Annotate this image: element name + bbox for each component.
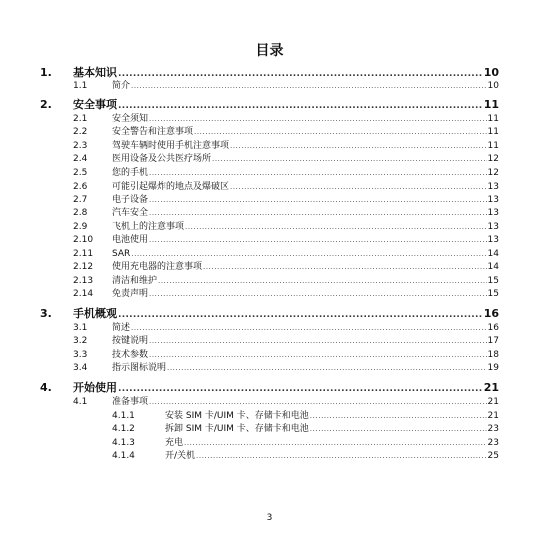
toc-entry-title: 手机概观	[73, 307, 117, 320]
toc-entry-page: 19	[487, 363, 499, 373]
toc-entry-title: 开/关机	[165, 451, 196, 461]
toc-entry[interactable]	[73, 223, 499, 232]
toc-entry-page: 13	[487, 182, 499, 192]
toc-entry-page: 15	[487, 276, 499, 286]
dot-leader	[212, 156, 487, 163]
dot-leader	[149, 210, 487, 217]
toc-entry-number: 4.1.3	[112, 438, 135, 448]
toc-entry-number: 4.1.1	[112, 411, 135, 421]
toc-entry[interactable]	[73, 250, 499, 259]
toc-entry[interactable]	[73, 169, 499, 178]
toc-entry-page: 16	[487, 323, 499, 333]
toc-entry-number: 1.	[40, 66, 52, 79]
toc-entry-page: 12	[487, 154, 499, 164]
toc-entry-title: 安全须知	[112, 114, 149, 124]
toc-entry-title: 汽车安全	[112, 208, 149, 218]
toc-entry-page: 11	[487, 141, 499, 151]
toc-entry-number: 3.	[40, 307, 52, 320]
dot-leader	[310, 426, 487, 433]
dot-leader	[149, 197, 487, 204]
toc-entry-title: 简述	[112, 323, 131, 333]
toc-entry[interactable]	[40, 67, 499, 79]
dot-leader	[196, 453, 487, 460]
toc-entry-number: 2.9	[73, 222, 88, 232]
toc-entry[interactable]	[73, 324, 499, 333]
toc-entry-page: 13	[487, 195, 499, 205]
toc-entry-number: 3.2	[73, 336, 88, 346]
toc-entry[interactable]	[73, 398, 499, 407]
toc-entry[interactable]	[40, 382, 499, 394]
toc-entry-number: 2.8	[73, 208, 88, 218]
toc-entry-title: 清洁和维护	[112, 276, 158, 286]
toc-entry-number: 2.11	[73, 249, 94, 259]
dot-leader	[310, 413, 487, 420]
dot-leader	[131, 83, 487, 90]
toc-entry[interactable]	[73, 183, 499, 192]
toc-entry-number: 2.6	[73, 182, 88, 192]
toc-entry[interactable]	[73, 337, 499, 346]
toc-entry-page: 14	[487, 262, 499, 272]
toc-entry-number: 2.4	[73, 154, 88, 164]
toc-entry-number: 2.5	[73, 168, 88, 178]
dot-leader	[194, 129, 487, 136]
toc-entry-number: 2.1	[73, 114, 88, 124]
toc-entry-page: 21	[487, 397, 499, 407]
toc-entry-title: 基本知识	[73, 66, 117, 79]
toc-entry-number: 2.14	[73, 289, 94, 299]
toc-entry-page: 10	[483, 66, 499, 79]
toc-entry-title: 安全事项	[73, 98, 117, 111]
toc-entry-number: 3.3	[73, 350, 88, 360]
toc-entry-title: 使用充电器的注意事项	[112, 262, 203, 272]
toc-entry-title: SAR	[112, 249, 131, 259]
toc-entry[interactable]	[73, 209, 499, 218]
toc-entry-number: 1.1	[73, 81, 88, 91]
toc-entry-page: 14	[487, 249, 499, 259]
toc-entry-title: 指示图标说明	[112, 363, 167, 373]
toc-entry-page: 16	[483, 307, 499, 320]
dot-leader	[131, 251, 486, 258]
toc-entry-page: 23	[487, 424, 499, 434]
toc-entry-page: 11	[487, 114, 499, 124]
toc-entry[interactable]	[73, 277, 499, 286]
page-number: 3	[266, 513, 273, 523]
toc-entry[interactable]	[112, 412, 499, 421]
toc-entry-title: 按键说明	[112, 336, 149, 346]
toc-entry-title: 简介	[112, 81, 131, 91]
toc-entry-page: 13	[487, 208, 499, 218]
toc-entry[interactable]	[73, 82, 499, 91]
dot-leader	[118, 70, 483, 79]
dot-leader	[158, 278, 487, 285]
toc-entry[interactable]	[73, 128, 499, 137]
dot-leader	[149, 237, 487, 244]
dot-leader	[149, 116, 487, 123]
toc-entry-title: 可能引起爆炸的地点及爆破区	[112, 182, 230, 192]
toc-entry-title: 飞机上的注意事项	[112, 222, 185, 232]
dot-leader	[149, 291, 487, 298]
toc-entry-title: 安装 SIM 卡/UIM 卡、存储卡和电池	[165, 411, 309, 421]
toc-entry-title: 充电	[165, 438, 184, 448]
dot-leader	[184, 440, 487, 447]
toc-entry-number: 2.7	[73, 195, 88, 205]
toc-entry-number: 4.1.2	[112, 424, 135, 434]
toc-entry-page: 17	[487, 336, 499, 346]
toc-entry-number: 4.	[40, 381, 52, 394]
toc-entry-title: 驾驶车辆时使用手机注意事项	[112, 141, 230, 151]
toc-entry[interactable]	[73, 263, 499, 272]
toc-entry-title: 拆卸 SIM 卡/UIM 卡、存储卡和电池	[165, 424, 309, 434]
dot-leader	[230, 143, 487, 150]
toc-entry[interactable]	[73, 115, 499, 124]
toc-entry-number: 4.1	[73, 397, 88, 407]
toc-entry-number: 2.10	[73, 235, 94, 245]
dot-leader	[230, 184, 487, 191]
toc-entry-number: 2.3	[73, 141, 88, 151]
toc-entry-title: 开始使用	[73, 381, 117, 394]
toc-entry-number: 2.2	[73, 127, 88, 137]
toc-entry[interactable]	[73, 351, 499, 360]
toc-entry-page: 18	[487, 350, 499, 360]
dot-leader	[118, 311, 483, 320]
toc-entry-page: 25	[487, 451, 499, 461]
toc-entry-number: 4.1.4	[112, 451, 135, 461]
toc-entry[interactable]	[112, 439, 499, 448]
dot-leader	[149, 170, 487, 177]
toc-entry-number: 2.13	[73, 276, 94, 286]
toc-entry-number: 2.12	[73, 262, 94, 272]
toc-entry[interactable]	[73, 364, 499, 373]
dot-leader	[149, 399, 487, 406]
toc-entry-number: 3.4	[73, 363, 88, 373]
toc-entry-page: 11	[487, 127, 499, 137]
toc-entry[interactable]	[112, 452, 499, 461]
toc-entry-title: 电子设备	[112, 195, 149, 205]
toc-entry-page: 15	[487, 289, 499, 299]
toc-entry-title: 电池使用	[112, 235, 149, 245]
dot-leader	[167, 365, 487, 372]
toc-entry-page: 13	[487, 222, 499, 232]
toc-entry[interactable]	[73, 142, 499, 151]
toc-entry[interactable]	[73, 196, 499, 205]
toc-entry[interactable]	[112, 425, 499, 434]
toc-entry-page: 12	[487, 168, 499, 178]
dot-leader	[185, 224, 487, 231]
dot-leader	[149, 352, 487, 359]
page-title: 目录	[255, 43, 284, 59]
toc-entry-title: 技术参数	[112, 350, 149, 360]
toc-entry[interactable]	[40, 99, 499, 111]
toc-entry-title: 免责声明	[112, 289, 149, 299]
toc-entry-number: 3.1	[73, 323, 88, 333]
toc-entry-title: 您的手机	[112, 168, 149, 178]
toc-entry[interactable]	[73, 155, 499, 164]
toc-entry-title: 安全警告和注意事项	[112, 127, 194, 137]
dot-leader	[203, 264, 487, 271]
dot-leader	[131, 325, 487, 332]
toc-entry-page: 23	[487, 438, 499, 448]
toc-entry-title: 医用设备及公共医疗场所	[112, 154, 212, 164]
toc-entry-page: 21	[487, 411, 499, 421]
toc-entry-number: 2.	[40, 98, 52, 111]
dot-leader	[118, 385, 483, 394]
toc-entry-title: 准备事项	[112, 397, 149, 407]
toc-entry[interactable]	[73, 236, 499, 245]
toc-entry-page: 13	[487, 235, 499, 245]
toc-entry[interactable]	[40, 308, 499, 320]
toc-entry-page: 10	[487, 81, 499, 91]
dot-leader	[149, 338, 487, 345]
toc-entry[interactable]	[73, 290, 499, 299]
toc-entry-page: 11	[483, 98, 499, 111]
toc-entry-page: 21	[483, 381, 499, 394]
dot-leader	[118, 102, 483, 111]
